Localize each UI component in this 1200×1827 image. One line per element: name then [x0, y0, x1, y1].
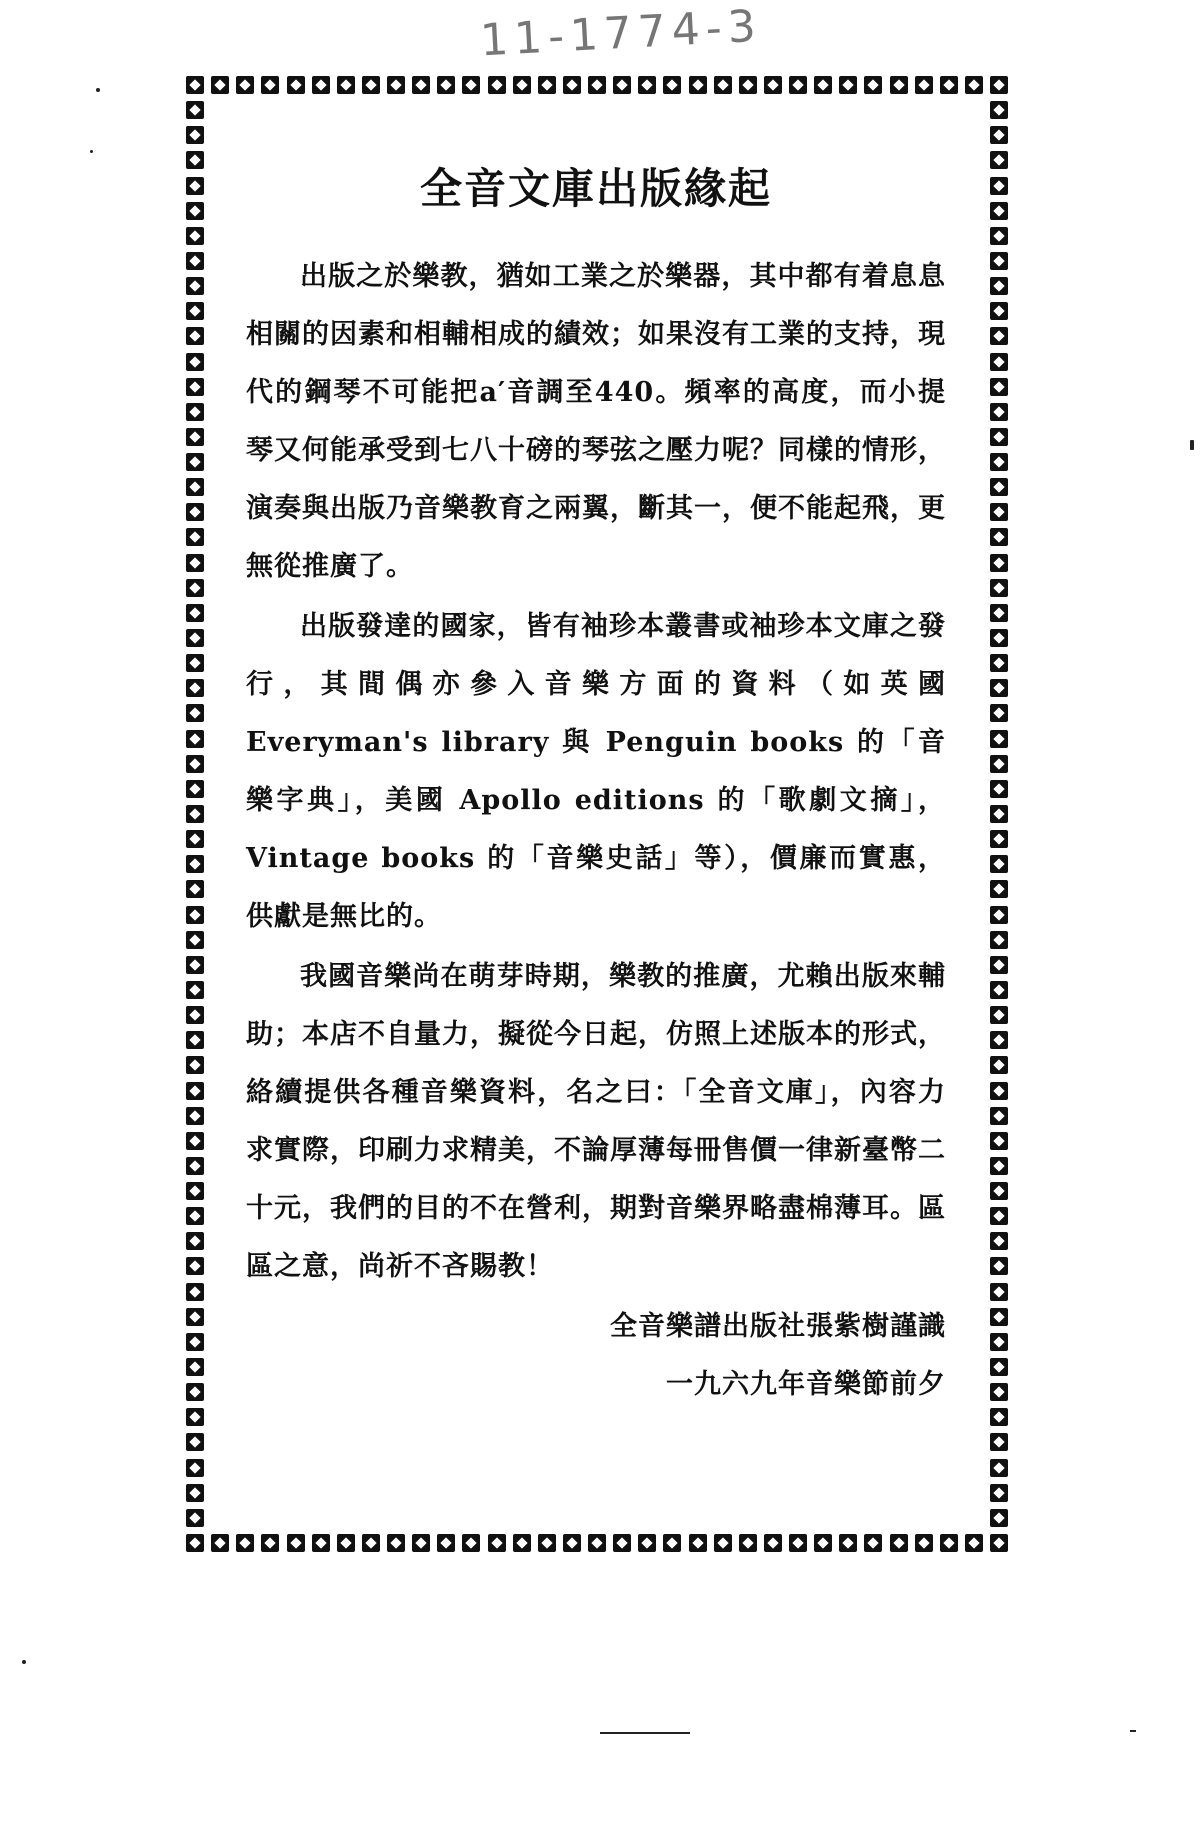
border-ornament: [990, 277, 1008, 295]
border-ornament: [437, 1534, 455, 1552]
border-ornament: [990, 755, 1008, 773]
border-ornament: [990, 1232, 1008, 1250]
border-ornament: [990, 252, 1008, 270]
border-ornament: [186, 528, 204, 546]
border-ornament: [186, 403, 204, 421]
scan-speck: [22, 1660, 26, 1664]
border-ornament: [965, 1534, 983, 1552]
border-ornament: [211, 76, 229, 94]
border-ornament: [211, 1534, 229, 1552]
border-ornament: [186, 252, 204, 270]
border-ornament: [186, 981, 204, 999]
border-ornament: [990, 1408, 1008, 1426]
border-ornament: [990, 805, 1008, 823]
border-ornament: [186, 880, 204, 898]
decorative-frame: [186, 76, 1008, 1552]
border-ornament: [287, 1534, 305, 1552]
border-ornament: [186, 202, 204, 220]
border-ornament: [915, 76, 933, 94]
border-ornament: [789, 1534, 807, 1552]
border-ornament: [990, 403, 1008, 421]
border-ornament: [990, 151, 1008, 169]
border-ornament: [990, 1006, 1008, 1024]
border-ornament: [186, 503, 204, 521]
border-ornament: [186, 1433, 204, 1451]
border-ornament: [312, 76, 330, 94]
border-ornament: [990, 1333, 1008, 1351]
border-ornament: [538, 1534, 556, 1552]
border-ornament: [864, 76, 882, 94]
scan-speck: [600, 1732, 690, 1734]
border-ornament: [513, 1534, 531, 1552]
border-ornament: [186, 1031, 204, 1049]
border-ornament: [186, 755, 204, 773]
border-ornament: [312, 1534, 330, 1552]
border-ornament: [186, 1107, 204, 1125]
border-ornament: [990, 830, 1008, 848]
border-ornament: [437, 76, 455, 94]
border-ornament: [613, 1534, 631, 1552]
border-ornament: [990, 1031, 1008, 1049]
border-ornament: [990, 654, 1008, 672]
border-ornament: [186, 554, 204, 572]
border-ornament: [789, 76, 807, 94]
border-ornament: [990, 1257, 1008, 1275]
border-ornament: [186, 1459, 204, 1477]
border-ornament: [714, 76, 732, 94]
border-ornament: [990, 1082, 1008, 1100]
border-ornament: [890, 76, 908, 94]
border-ornament: [990, 76, 1008, 94]
border-ornament: [915, 1534, 933, 1552]
border-ornament: [663, 76, 681, 94]
border-ornament: [839, 1534, 857, 1552]
border-ornament: [186, 906, 204, 924]
border-ornament: [186, 1006, 204, 1024]
border-ornament: [186, 1257, 204, 1275]
border-ornament: [488, 1534, 506, 1552]
border-ornament: [261, 1534, 279, 1552]
border-ornament: [990, 1358, 1008, 1376]
border-ornament: [186, 353, 204, 371]
border-ornament: [714, 1534, 732, 1552]
border-ornament: [462, 76, 480, 94]
border-ornament: [990, 880, 1008, 898]
border-ornament: [186, 780, 204, 798]
border-ornament: [663, 1534, 681, 1552]
border-ornament: [186, 76, 204, 94]
border-ornament: [337, 76, 355, 94]
scan-speck: [96, 88, 100, 92]
border-ornament: [563, 76, 581, 94]
border-ornament: [186, 604, 204, 622]
border-ornament: [990, 1056, 1008, 1074]
border-ornament: [412, 1534, 430, 1552]
border-ornament: [513, 76, 531, 94]
scan-speck: [90, 150, 93, 153]
border-ornament: [990, 327, 1008, 345]
border-ornament: [990, 704, 1008, 722]
border-ornament: [739, 76, 757, 94]
border-ornament: [588, 1534, 606, 1552]
border-ornament: [990, 478, 1008, 496]
signature-line: 全音樂譜出版社張紫樹謹識: [610, 1311, 946, 1342]
page-title: 全音文庫出版緣起: [419, 164, 772, 213]
border-ornament: [186, 654, 204, 672]
border-ornament: [990, 353, 1008, 371]
paragraph-1: 出版之於樂教，猶如工業之於樂器，其中都有着息息相關的因素和相輔相成的績效；如果沒有工業的支持，現代的鋼琴不可能把a′音調至440。頻率的高度，而小提琴又何能承受到七八十磅的琴弦之壓力呢？同樣的情形，演奏與出版乃音樂教育之兩翼，斷其一，便不能起飛，更無從推廣了。: [246, 261, 946, 582]
border-ornament: [638, 76, 656, 94]
border-ornament: [186, 1283, 204, 1301]
border-ornament: [990, 302, 1008, 320]
border-ornament: [990, 906, 1008, 924]
border-ornament: [990, 453, 1008, 471]
border-ornament: [890, 1534, 908, 1552]
border-ornament: [990, 1132, 1008, 1150]
date-line: 一九六九年音樂節前夕: [666, 1369, 946, 1400]
border-ornament: [990, 604, 1008, 622]
border-ornament: [186, 1408, 204, 1426]
border-ornament: [638, 1534, 656, 1552]
border-ornament: [236, 76, 254, 94]
border-ornament: [990, 1182, 1008, 1200]
border-ornament: [387, 76, 405, 94]
border-ornament: [990, 1308, 1008, 1326]
border-ornament: [362, 1534, 380, 1552]
border-ornament: [990, 554, 1008, 572]
border-ornament: [990, 1383, 1008, 1401]
border-ornament: [990, 1509, 1008, 1527]
border-ornament: [186, 1232, 204, 1250]
border-ornament: [990, 1157, 1008, 1175]
border-ornament: [990, 981, 1008, 999]
border-ornament: [839, 76, 857, 94]
border-ornament: [186, 830, 204, 848]
border-ornament: [990, 679, 1008, 697]
border-ornament: [990, 780, 1008, 798]
paragraph-3: 我國音樂尚在萌芽時期，樂教的推廣，尤賴出版來輔助；本店不自量力，擬從今日起，仿照上述版本的形式，絡續提供各種音樂資料，名之曰：「全音文庫」，內容力求實際，印刷力求精美，不論厚薄每冊售價一律新臺幣二十元，我們的目的不在營利，期對音樂界略盡棉薄耳。區區之意，尚祈不吝賜教！: [246, 961, 946, 1282]
border-ornament: [412, 76, 430, 94]
border-ornament: [990, 1433, 1008, 1451]
border-ornament: [990, 1283, 1008, 1301]
border-ornament: [990, 202, 1008, 220]
border-ornament: [990, 855, 1008, 873]
border-ornament: [186, 805, 204, 823]
border-ornament: [186, 1383, 204, 1401]
border-ornament: [186, 1056, 204, 1074]
border-ornament: [990, 378, 1008, 396]
border-ornament: [990, 428, 1008, 446]
border-ornament: [186, 1308, 204, 1326]
border-ornament: [186, 1157, 204, 1175]
border-ornament: [362, 76, 380, 94]
border-ornament: [965, 76, 983, 94]
border-ornament: [186, 151, 204, 169]
border-ornament: [186, 453, 204, 471]
border-ornament: [764, 76, 782, 94]
border-ornament: [739, 1534, 757, 1552]
border-ornament: [186, 1484, 204, 1502]
border-ornament: [462, 1534, 480, 1552]
border-ornament: [186, 956, 204, 974]
border-ornament: [990, 1484, 1008, 1502]
border-ornament: [990, 177, 1008, 195]
border-ornament: [186, 302, 204, 320]
border-ornament: [990, 1107, 1008, 1125]
border-ornament: [261, 76, 279, 94]
border-ornament: [764, 1534, 782, 1552]
border-ornament: [186, 101, 204, 119]
handwritten-catalog-number: 11-1774-3: [478, 0, 763, 67]
border-ornament: [186, 1132, 204, 1150]
border-ornament: [990, 503, 1008, 521]
border-ornament: [287, 76, 305, 94]
border-ornament: [186, 629, 204, 647]
border-ornament: [186, 227, 204, 245]
preface-content: [246, 156, 946, 1414]
border-ornament: [990, 1207, 1008, 1225]
border-ornament: [814, 76, 832, 94]
border-ornament: [990, 227, 1008, 245]
border-ornament: [186, 1207, 204, 1225]
border-ornament: [588, 76, 606, 94]
border-ornament: [990, 528, 1008, 546]
border-ornament: [186, 704, 204, 722]
border-ornament: [186, 277, 204, 295]
border-ornament: [990, 579, 1008, 597]
border-ornament: [990, 126, 1008, 144]
border-ornament: [186, 1534, 204, 1552]
border-ornament: [990, 931, 1008, 949]
border-ornament: [186, 679, 204, 697]
border-ornament: [236, 1534, 254, 1552]
border-ornament: [689, 76, 707, 94]
border-ornament: [990, 730, 1008, 748]
border-ornament: [990, 1459, 1008, 1477]
border-ornament: [613, 76, 631, 94]
border-ornament: [186, 1333, 204, 1351]
border-ornament: [186, 126, 204, 144]
border-ornament: [563, 1534, 581, 1552]
border-ornament: [990, 629, 1008, 647]
border-ornament: [689, 1534, 707, 1552]
border-ornament: [940, 76, 958, 94]
border-ornament: [186, 855, 204, 873]
scan-speck: [1130, 1730, 1136, 1732]
border-ornament: [337, 1534, 355, 1552]
border-ornament: [186, 1182, 204, 1200]
border-ornament: [186, 428, 204, 446]
border-ornament: [990, 101, 1008, 119]
border-ornament: [186, 730, 204, 748]
border-ornament: [538, 76, 556, 94]
border-ornament: [186, 327, 204, 345]
border-ornament: [186, 378, 204, 396]
border-ornament: [940, 1534, 958, 1552]
border-ornament: [186, 579, 204, 597]
border-ornament: [186, 1509, 204, 1527]
border-ornament: [186, 931, 204, 949]
border-ornament: [186, 177, 204, 195]
border-ornament: [990, 1534, 1008, 1552]
border-ornament: [990, 956, 1008, 974]
border-ornament: [186, 1082, 204, 1100]
border-ornament: [864, 1534, 882, 1552]
border-ornament: [387, 1534, 405, 1552]
border-ornament: [186, 478, 204, 496]
border-ornament: [488, 76, 506, 94]
scan-speck: [1190, 440, 1194, 450]
paragraph-2: 出版發達的國家，皆有袖珍本叢書或袖珍本文庫之發行，其間偶亦參入音樂方面的資料（如英國 Everyman's library 與 Penguin books 的「音樂字典」，美國 Apollo editions 的「歌劇文摘」，Vintage books 的「音樂史話」等），價廉而實惠，供獻是無比的。: [246, 611, 946, 932]
border-ornament: [186, 1358, 204, 1376]
border-ornament: [814, 1534, 832, 1552]
